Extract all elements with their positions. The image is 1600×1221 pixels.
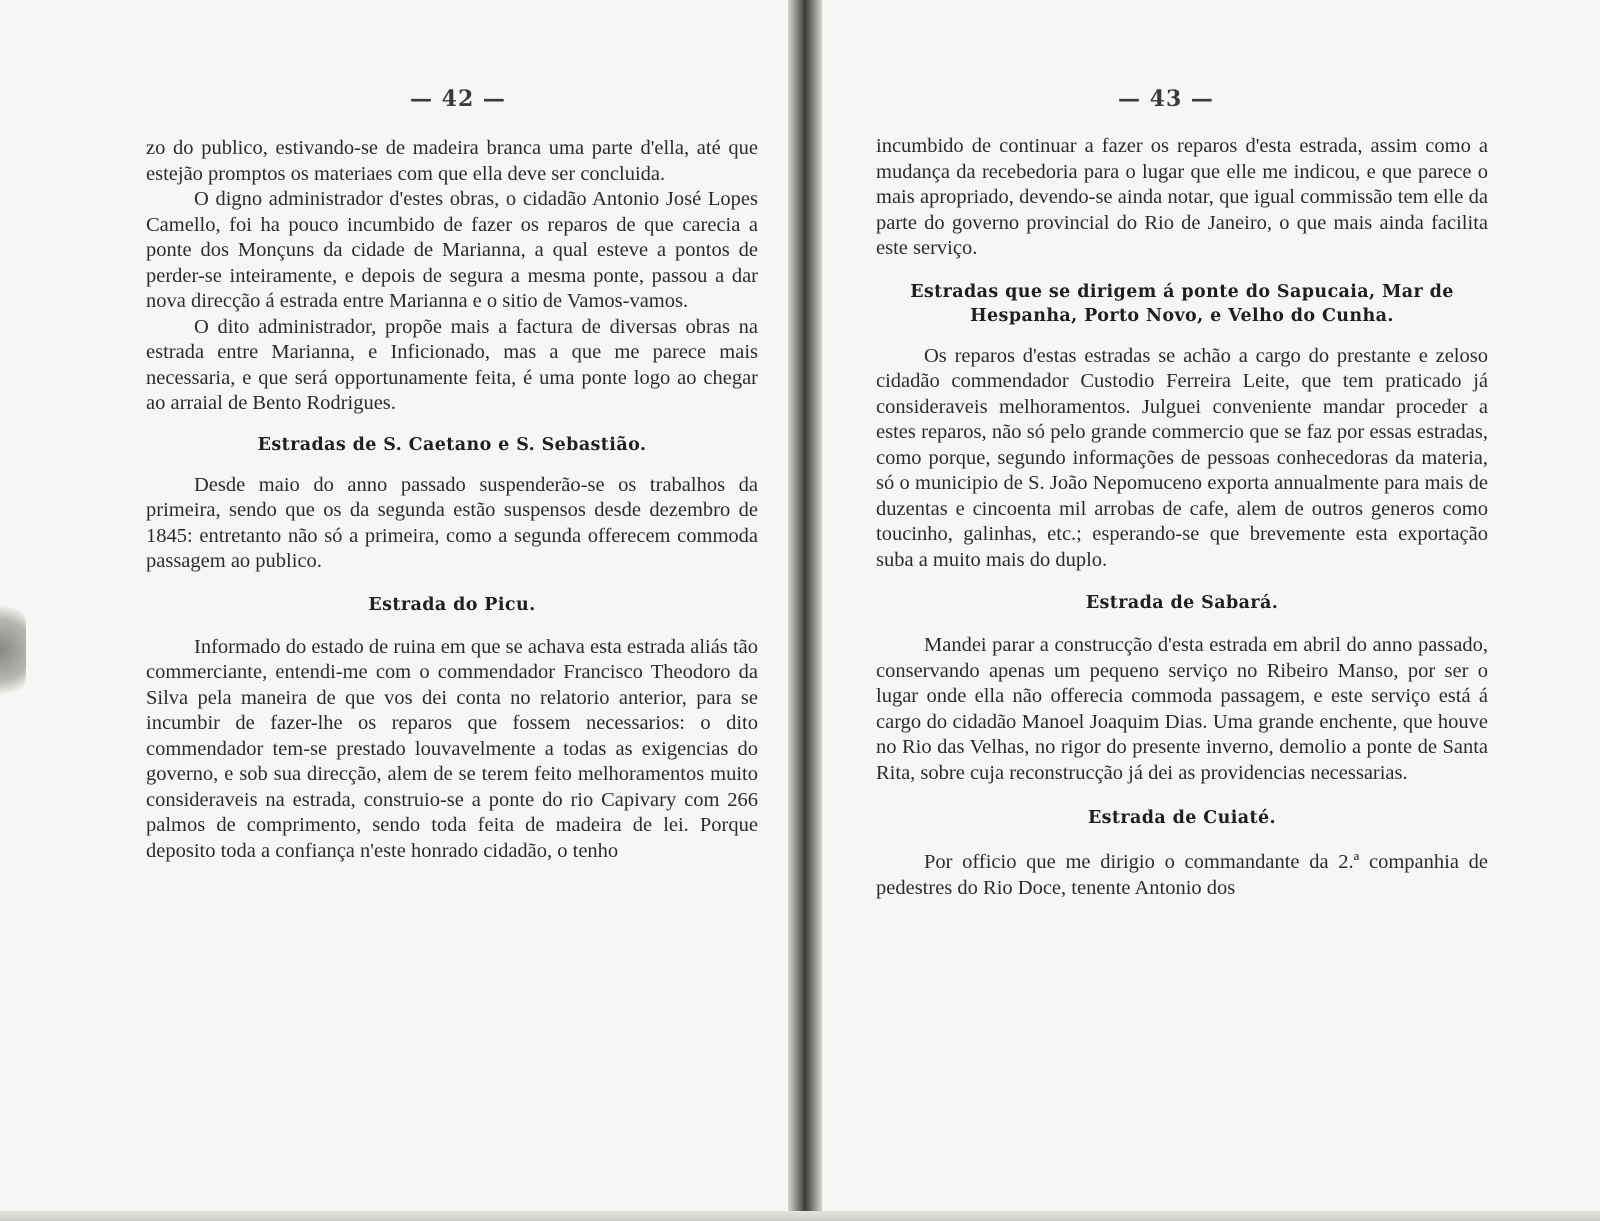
paragraph: Os reparos d'estas estradas se achão a cargo do prestante e zeloso cidadão commendador Custodio Ferreira Leite, que tem praticado já consideraveis melhoramentos. Julguei conveniente mandar proceder a estes reparos, não só pelo grande commercio que se faz por essas estradas, como porque, segundo informações de pessoas conhecedoras da materia, só o municipio de S. João Nepomuceno exporta annualmente para mais de duzentas e cincoenta mil arrobas de cafe, alem de outros generos como toucinho, galinhas, etc.; esperando-se que brevemente esta exportação suba a muito mais do duplo. bbox=[876, 344, 1488, 571]
page-bottom-edge bbox=[0, 1211, 1600, 1221]
left-page-number: — 42 — bbox=[410, 86, 506, 112]
paragraph: O digno administrador d'estes obras, o cidadão Antonio José Lopes Camello, foi ha pouco incumbido de fazer os reparos de que carecia a ponte dos Monçuns da cidade de Marianna, a qual esteve a pontos de perder-se inteiramente, e depois de segura a mesma ponte, passou a dar nova direcção á estrada entre Marianna e o sitio de Vamos-vamos. bbox=[146, 188, 758, 312]
paragraph: O dito administrador, propõe mais a factura de diversas obras na estrada entre Marianna, e Inficionado, mas a que me parece mais necessaria, e que será opportunamente feita, é uma ponte logo ao chegar ao arraial de Bento Rodrigues. bbox=[146, 315, 758, 414]
page-edge-mark bbox=[0, 600, 26, 700]
left-text-column bbox=[146, 136, 758, 864]
book-gutter bbox=[788, 0, 822, 1221]
paragraph: zo do publico, estivando-se de madeira branca uma parte d'ella, até que estejão promptos os materiaes com que ella deve ser concluida. bbox=[146, 137, 758, 185]
paragraph: Por officio que me dirigio o commandante da 2.ª companhia de pedestres do Rio Doce, tenente Antonio dos bbox=[876, 851, 1488, 899]
section-heading: Estrada de Cuiaté. bbox=[1087, 808, 1277, 828]
right-page-number: — 43 — bbox=[1118, 86, 1214, 112]
section-heading: Estradas de S. Caetano e S. Sebastião. bbox=[257, 434, 647, 455]
right-page bbox=[822, 0, 1600, 1221]
section-heading: Estrada do Picu. bbox=[368, 594, 536, 615]
right-text-column bbox=[876, 134, 1488, 901]
section-heading: Estrada de Sabará. bbox=[1085, 593, 1279, 613]
left-page bbox=[0, 0, 790, 1221]
paragraph: Desde maio do anno passado suspenderão-se os trabalhos da primeira, sendo que os da segunda estão suspensos desde dezembro de 1845: entretanto não só a primeira, como a segunda offerecem commoda passagem ao publico. bbox=[146, 473, 758, 572]
section-heading: Estradas que se dirigem á ponte do Sapucaia, Mar de Hespanha, Porto Novo, e Velho do Cunha. bbox=[910, 281, 1454, 326]
paragraph: Mandei parar a construcção d'esta estrada em abril do anno passado, conservando apenas um pequeno serviço no Ribeiro Manso, por ser o lugar onde ella não offerecia commoda passagem, e este serviço está á cargo do cidadão Manoel Joaquim Dias. Uma grande enchente, que houve no Rio das Velhas, no rigor do presente inverno, demolio a ponte de Santa Rita, sobre cuja reconstrucção já dei as providencias necessarias. bbox=[876, 634, 1488, 784]
paragraph: Informado do estado de ruina em que se achava esta estrada aliás tão commerciante, entendi-me com o commendador Francisco Theodoro da Silva pela maneira de que vos dei conta no relatorio anterior, para se incumbir de fazer-lhe os reparos que fossem necessarios: o dito commendador tem-se prestado louvavelmente a todas as exigencias do governo, e sob sua direcção, alem de se terem feito melhoramentos muito consideraveis na estrada, construio-se a ponte do rio Capivary com 266 palmos de comprimento, sendo toda feita de madeira de lei. Porque deposito toda a confiança n'este honrado cidadão, o tenho bbox=[146, 635, 758, 862]
paragraph: incumbido de continuar a fazer os reparos d'esta estrada, assim como a mudança da recebedoria para o lugar que elle me indicou, e que parece o mais apropriado, devendo-se ainda notar, que igual commissão tem elle da parte do governo provincial do Rio de Janeiro, o que mais ainda facilita este serviço. bbox=[876, 135, 1488, 259]
